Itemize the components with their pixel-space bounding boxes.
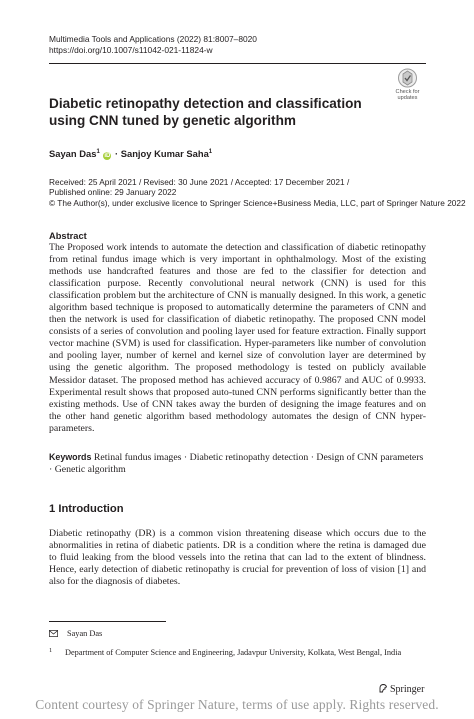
check-for-updates-line1: Check for xyxy=(395,89,420,95)
publication-history xyxy=(49,177,466,208)
keywords-text: Retinal fundus images · Diabetic retinopathy detection · Design of CNN parameters · Genetic algorithm xyxy=(49,452,424,476)
courtesy-notice: Content courtesy of Springer Nature, terms of use apply. Rights reserved. xyxy=(35,697,439,712)
springer-horse-icon xyxy=(378,683,388,693)
history-dates: Received: 25 April 2021 / Revised: 30 June 2021 / Accepted: 17 December 2021 / xyxy=(49,177,350,187)
author-list xyxy=(49,146,212,160)
introduction-heading: 1 Introduction xyxy=(49,503,124,515)
check-for-updates-line2: updates xyxy=(397,95,418,102)
doi-link[interactable]: https://doi.org/10.1007/s11042-021-11824-w xyxy=(49,45,213,55)
corresponding-author xyxy=(49,628,102,639)
orcid-icon[interactable]: iD xyxy=(104,153,111,159)
abstract-heading: Abstract xyxy=(49,231,87,241)
copyright-notice: © The Author(s), under exclusive licence to Springer Science+Business Media, LLC, part of Springer Nature 2022 xyxy=(49,197,466,208)
author-affiliation-mark: 1 xyxy=(208,149,213,155)
affiliation-number: 1 xyxy=(49,647,53,654)
footnote-divider xyxy=(49,621,166,622)
author-name[interactable]: Sanjoy Kumar Saha xyxy=(120,148,209,159)
affiliation-text: Department of Computer Science and Engineering, Jadavpur University, Kolkata, West Bengal, India xyxy=(65,648,402,657)
journal-citation: Multimedia Tools and Applications (2022) 81:8007–8020 xyxy=(49,34,257,44)
publisher-logo xyxy=(378,683,424,696)
author-affiliation-mark: 1 xyxy=(96,149,100,155)
envelope-icon[interactable] xyxy=(49,629,58,636)
publisher-name: Springer xyxy=(390,684,425,695)
corresponding-author-name: Sayan Das xyxy=(67,629,103,638)
keywords-label: Keywords xyxy=(49,452,92,462)
paper-title: Diabetic retinopathy detection and classification using CNN tuned by genetic algorithm xyxy=(49,96,362,128)
check-for-updates-label xyxy=(387,89,428,102)
abstract-text: The Proposed work intends to automate the detection and classification of diabetic retinopathy from retinal fundus image which is very important in ophthalmology. Most of the existing methods use handcrafted features and those are fed to the classifier for detection and classification purpose. Recently convolutional neural network (CNN) is used for this classification problem but the architecture of CNN is manually designed. In this work, a genetic algorithm based technique is proposed to automatically determine the parameters of CNN and then the network is used for classification of diabetic retinopathy. The proposed CNN model consists of a series of convolution and pooling layer used for feature extraction. Finally support vector machine (SVM) is used for classification. Hyper-parameters like number of convolution and pooling layer, number of kernel and kernel size of convolution layer are determined by using the genetic algorithm. The proposed methodology is tested on publicly available Messidor dataset. The proposed method has achieved accuracy of 0.9867 and AUC of 0.9933. Experimental result shows that proposed auto-tuned CNN performs significantly better than the existing methods. Use of CNN takes away the burden of designing the image features and on the other hand genetic algorithm based methodology automates the design of CNN hyper-parameters. xyxy=(49,242,426,434)
author-separator: · xyxy=(115,148,119,159)
header-divider xyxy=(49,63,426,64)
keywords-section xyxy=(49,451,426,476)
introduction-text: Diabetic retinopathy (DR) is a common vision threatening disease which occurs due to the abnormalities in retina of diabetic patients. DR is a condition where the retina is damaged due to fluid leaking from the blood vessels into the retina that can lad to the extent of blindness. Hence, early detection of diabetic retinopathy is crucial for prevention of loss of vision [1] and also for the diagnosis of diabetes. xyxy=(49,528,426,588)
published-online-date: Published online: 29 January 2022 xyxy=(49,187,177,198)
author-name[interactable]: Sayan Das xyxy=(49,148,97,159)
